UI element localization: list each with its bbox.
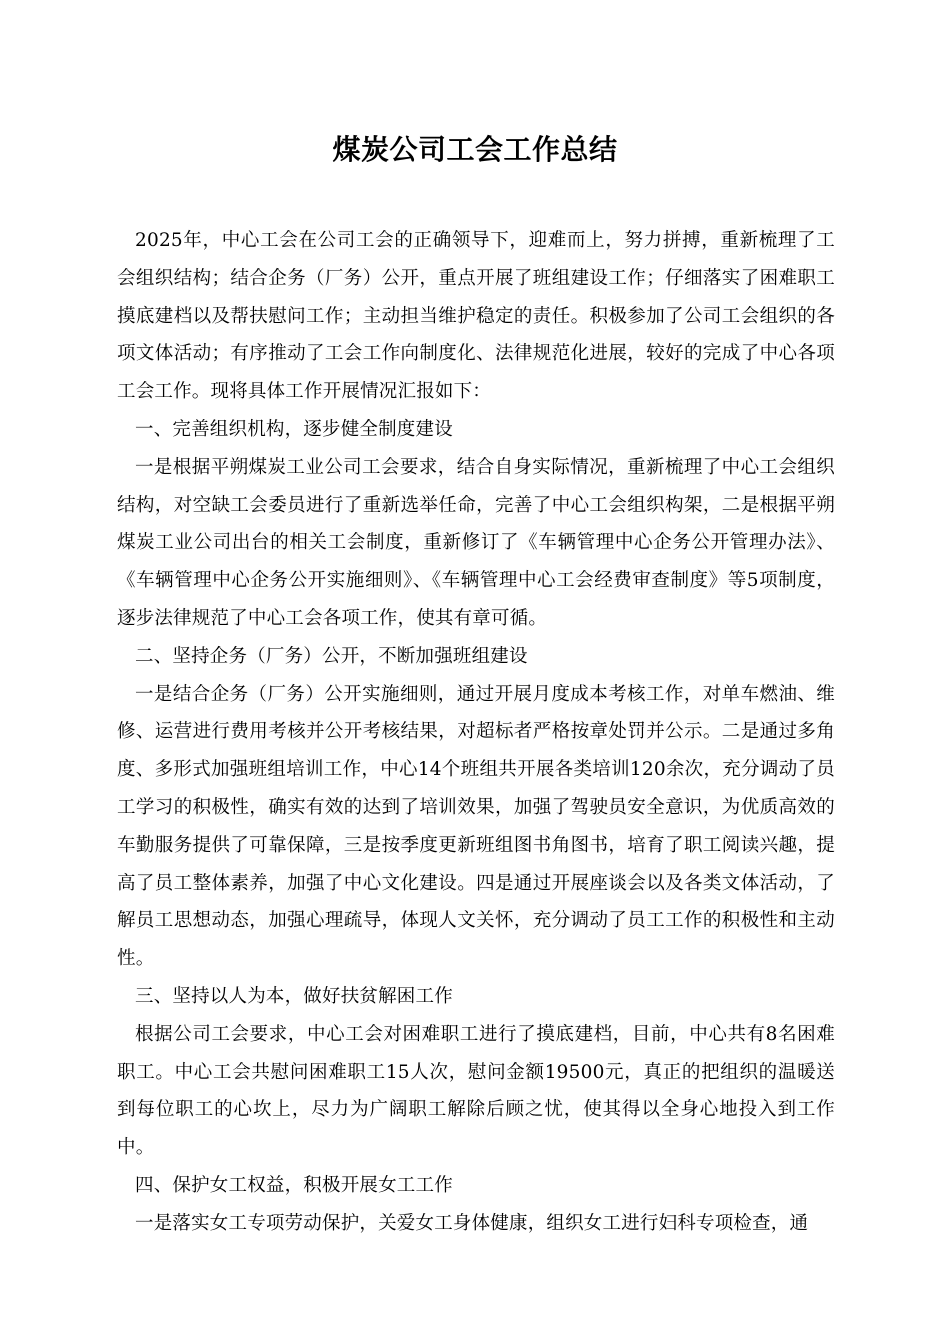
section-4-paragraph: 一是落实女工专项劳动保护，关爱女工身体健康，组织女工进行妇科专项检查，通 (135, 1212, 809, 1234)
section-heading-2: 二、坚持企务（厂务）公开，不断加强班组建设 (135, 645, 528, 667)
document-title: 煤炭公司工会工作总结 (332, 133, 618, 166)
section-2-paragraph: 一是结合企务（厂务）公开实施细则，通过开展月度成本考核工作，对单车燃油、维修、运营进行费用考核并公开考核结果，对超标者严格按章处罚并公示。二是通过多角度、多形式加强班组培训工作，中心14个班组共开展各类培训120余次，充分调动了员工学习的积极性，确实有效的达到了培训效果，加强了驾驶员安全意识，为优质高效的车勤服务提供了可靠保障，三是按季度更新班组图书角图书，培育了职工阅读兴趣，提高了员工整体素养，加强了中心文化建设。四是通过开展座谈会以及各类文体活动，了解员工思想动态，加强心理疏导，体现人文关怀，充分调动了员工工作的积极性和主动性。 (117, 683, 835, 970)
section-heading-4: 四、保护女工权益，积极开展女工工作 (135, 1174, 453, 1196)
intro-paragraph: 2025年，中心工会在公司工会的正确领导下，迎难而上，努力拼搏，重新梳理了工会组织结构；结合企务（厂务）公开，重点开展了班组建设工作；仔细落实了困难职工摸底建档以及帮扶慰问工作；主动担当维护稳定的责任。积极参加了公司工会组织的各项文体活动；有序推动了工会工作向制度化、法律规范化进展，较好的完成了中心各项工会工作。现将具体工作开展情况汇报如下： (117, 230, 835, 403)
section-heading-3: 三、坚持以人为本，做好扶贫解困工作 (135, 985, 453, 1007)
document-body (117, 222, 835, 1243)
section-1-paragraph: 一是根据平朔煤炭工业公司工会要求，结合自身实际情况，重新梳理了中心工会组织结构，对空缺工会委员进行了重新选举任命，完善了中心工会组织构架，二是根据平朔煤炭工业公司出台的相关工会制度，重新修订了《车辆管理中心企务公开管理办法》、《车辆管理中心企务公开实施细则》、《车辆管理中心工会经费审查制度》等5项制度，逐步法律规范了中心工会各项工作，使其有章可循。 (117, 456, 835, 629)
section-3-paragraph: 根据公司工会要求，中心工会对困难职工进行了摸底建档，目前，中心共有8名困难职工。中心工会共慰问困难职工15人次，慰问金额19500元，真正的把组织的温暖送到每位职工的心坎上，尽力为广阔职工解除后顾之忧，使其得以全身心地投入到工作中。 (117, 1023, 835, 1159)
section-heading-1: 一、完善组织机构，逐步健全制度建设 (135, 418, 453, 440)
